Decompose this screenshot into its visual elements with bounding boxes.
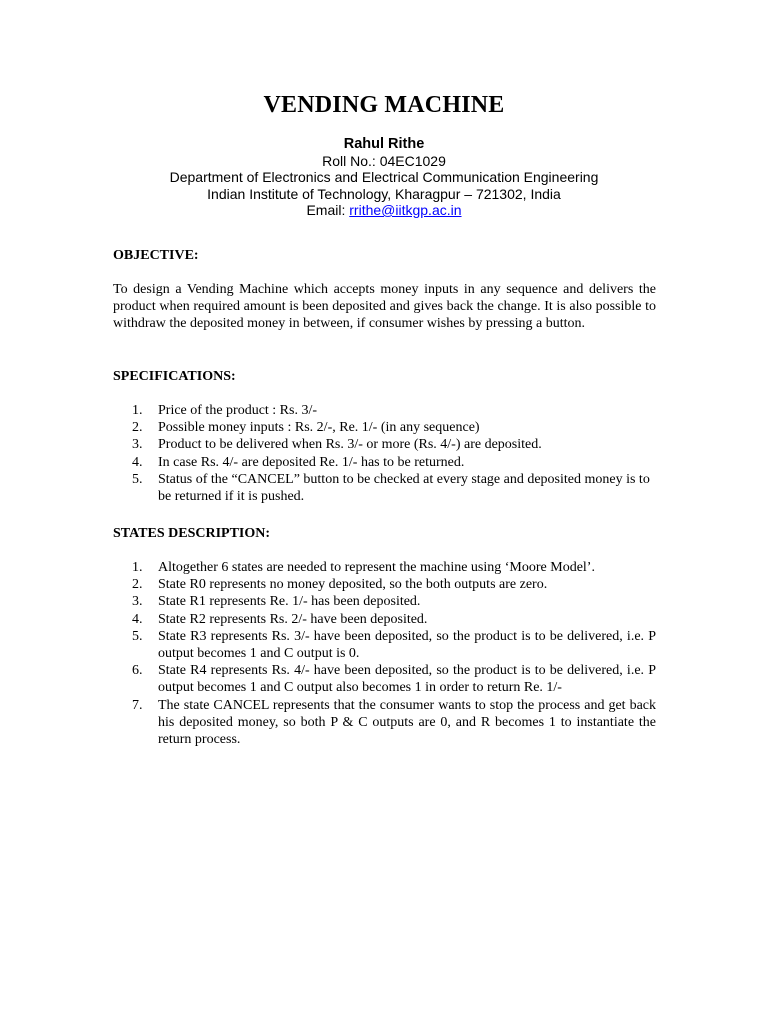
- states-list: [113, 559, 656, 748]
- list-item: [113, 697, 656, 749]
- list-item-number: 7.: [132, 697, 143, 713]
- list-item-number: 6.: [132, 663, 143, 679]
- institute: Indian Institute of Technology, Kharagpur – 721302, India: [207, 185, 561, 202]
- list-item-number: 1.: [132, 403, 143, 418]
- list-item: [113, 662, 656, 696]
- list-item-number: 5.: [132, 628, 143, 644]
- list-item: [113, 419, 656, 436]
- list-item: [113, 436, 656, 453]
- list-item: [113, 402, 656, 419]
- specifications-section: [113, 368, 656, 505]
- roll-number: Roll No.: 04EC1029: [322, 152, 446, 169]
- list-item: [113, 593, 656, 610]
- document-title: VENDING MACHINE: [263, 92, 505, 118]
- list-item-text: The state CANCEL represents that the consumer wants to stop the process and get back his deposited money, so both P & C outputs are 0, and R becomes 1 to instantiate the return process.: [158, 697, 656, 748]
- email-link[interactable]: rrithe@iitkgp.ac.in: [349, 202, 462, 218]
- specifications-heading: SPECIFICATIONS:: [113, 369, 236, 384]
- list-item-number: 4.: [132, 454, 143, 470]
- objective-text: To design a Vending Machine which accepts money inputs in any sequence and delivers the product when required amount is been deposited and gives back the change. It is also possible to withdraw the deposited money in between, if consumer wishes by pressing a button.: [113, 282, 656, 331]
- list-item-text: Possible money inputs : Rs. 2/-, Re. 1/- (in any sequence): [158, 420, 480, 436]
- states-heading: STATES DESCRIPTION:: [113, 526, 271, 541]
- list-item: [113, 471, 656, 505]
- list-item-text: In case Rs. 4/- are deposited Re. 1/- has to be returned.: [158, 454, 465, 470]
- list-item-number: 3.: [132, 437, 143, 453]
- states-section: [113, 525, 656, 748]
- list-item-number: 1.: [132, 560, 143, 575]
- list-item-text: Status of the “CANCEL” button to be checked at every stage and deposited money is to be returned if it is pushed.: [158, 471, 650, 505]
- list-item: [113, 628, 656, 662]
- specifications-list: [113, 402, 656, 505]
- list-item-number: 2.: [132, 577, 143, 593]
- author-block: [0, 136, 768, 219]
- list-item-number: 5.: [132, 471, 143, 487]
- list-item-text: State R4 represents Rs. 4/- have been deposited, so the product is to be delivered, i.e. P output becomes 1 and C output also becomes 1 in order to return Re. 1/-: [158, 663, 656, 696]
- email-label: Email:: [306, 202, 350, 218]
- list-item-text: Price of the product : Rs. 3/-: [158, 403, 318, 418]
- list-item: [113, 454, 656, 471]
- objective-section: [113, 247, 656, 332]
- objective-heading: OBJECTIVE:: [113, 248, 199, 263]
- department: Department of Electronics and Electrical Communication Engineering: [169, 169, 599, 185]
- list-item: [113, 559, 656, 576]
- list-item-text: State R0 represents no money deposited, so the both outputs are zero.: [158, 577, 548, 593]
- list-item-text: State R2 represents Rs. 2/- have been deposited.: [158, 611, 428, 627]
- list-item-number: 3.: [132, 594, 143, 610]
- list-item-text: Product to be delivered when Rs. 3/- or more (Rs. 4/-) are deposited.: [158, 437, 542, 453]
- email-line: [0, 202, 768, 219]
- list-item-text: State R3 represents Rs. 3/- have been deposited, so the product is to be delivered, i.e. P output becomes 1 and C output is 0.: [158, 628, 656, 662]
- list-item-text: Altogether 6 states are needed to represent the machine using ‘Moore Model’.: [158, 560, 595, 575]
- list-item: [113, 576, 656, 593]
- list-item: [113, 611, 656, 628]
- list-item-number: 2.: [132, 420, 143, 436]
- author-name: Rahul Rithe: [343, 136, 425, 152]
- list-item-text: State R1 represents Re. 1/- has been deposited.: [158, 594, 421, 610]
- list-item-number: 4.: [132, 611, 143, 627]
